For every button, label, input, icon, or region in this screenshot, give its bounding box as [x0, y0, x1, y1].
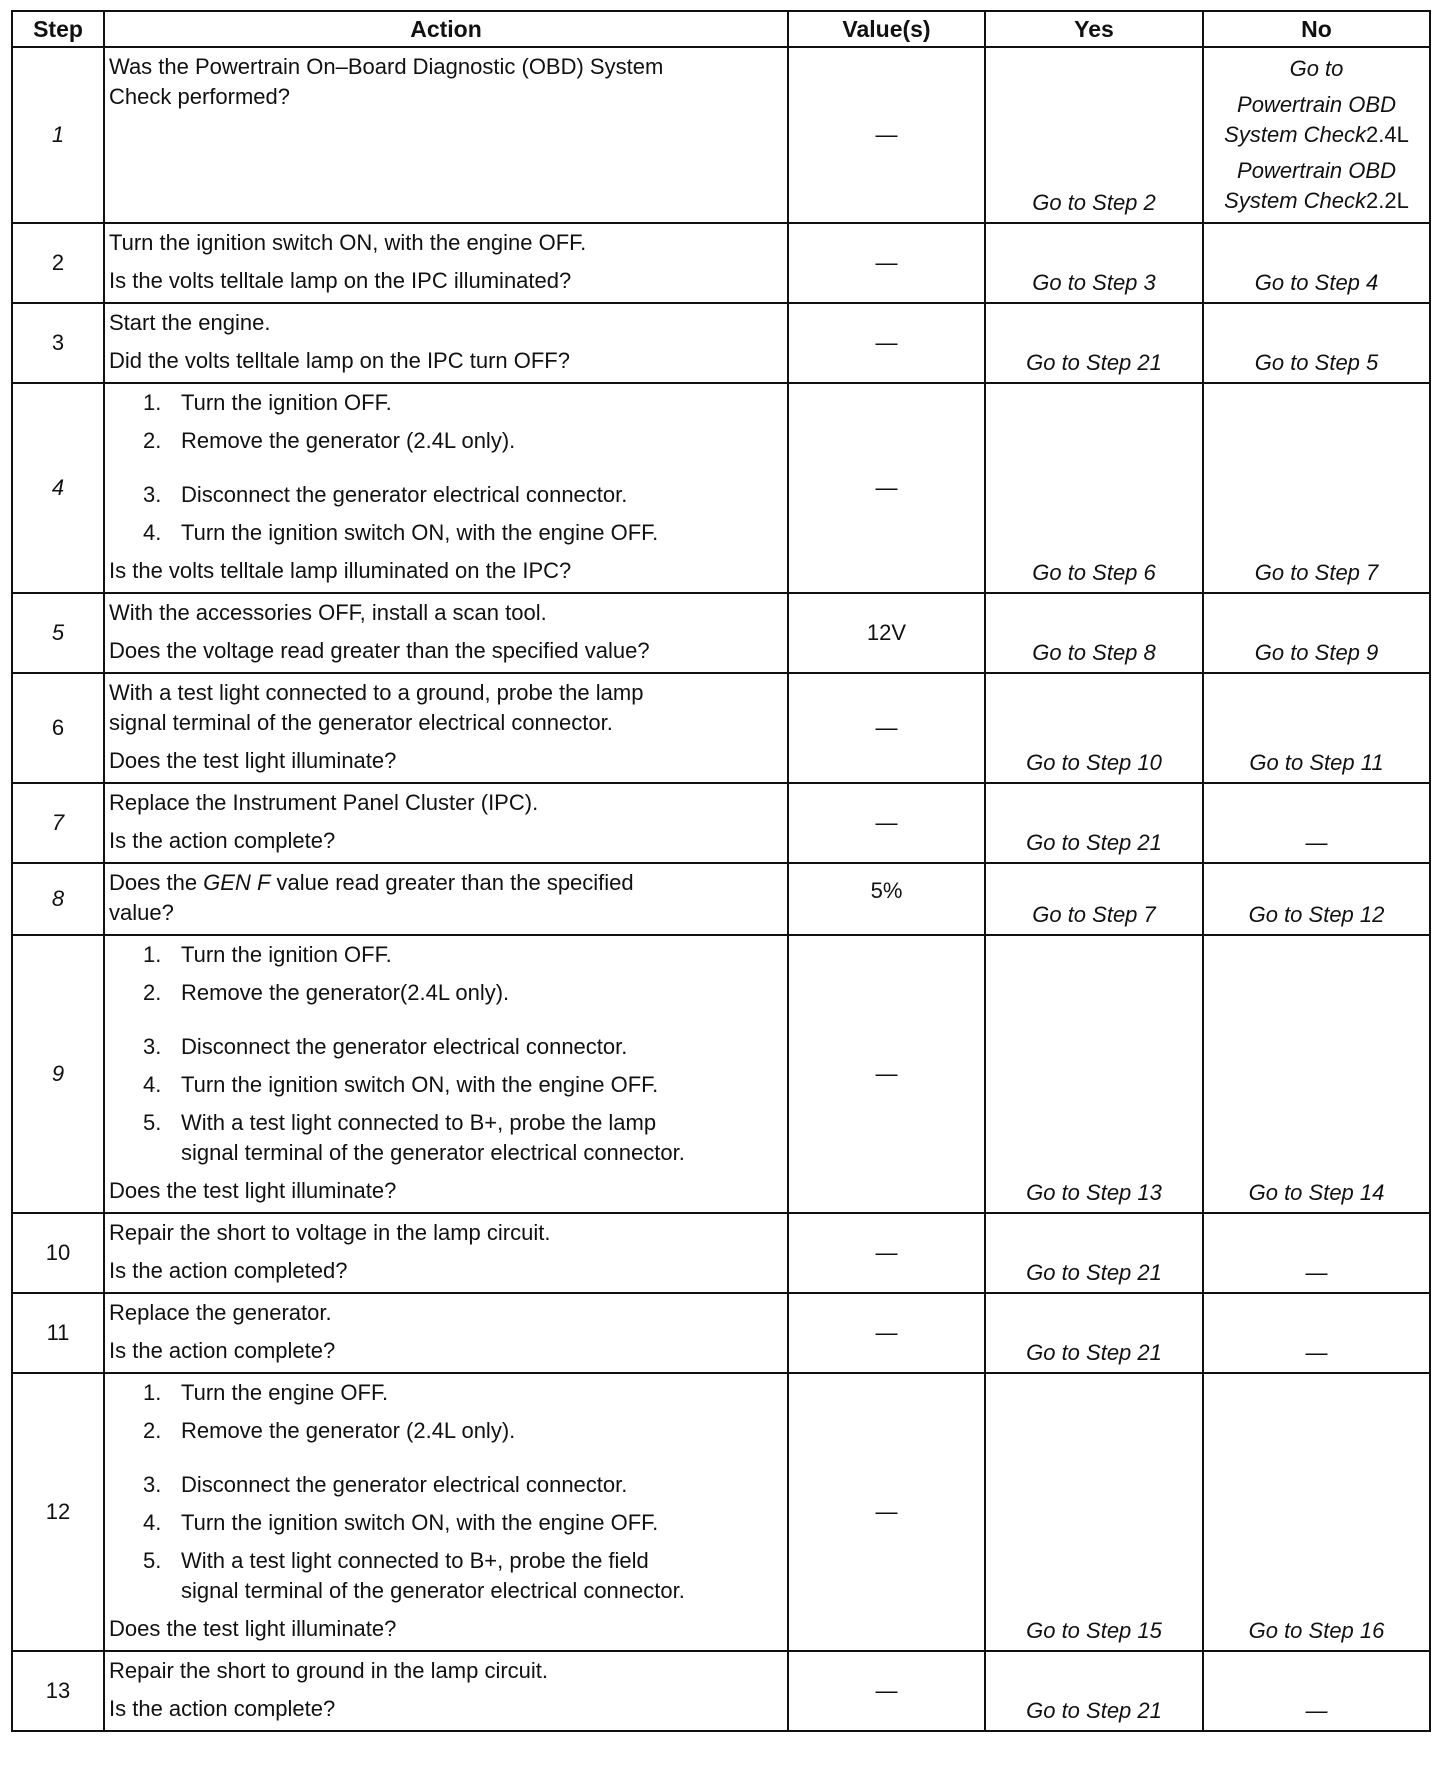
value-cell: —: [788, 1213, 985, 1293]
step-number: 2: [12, 223, 104, 303]
action-text: Repair the short to ground in the lamp circuit.: [109, 1658, 549, 1683]
value-cell: —: [788, 783, 985, 863]
question-text: Does the test light illuminate?: [109, 748, 397, 773]
value-cell: —: [788, 383, 985, 593]
yes-cell: Go to Step 21: [985, 1213, 1203, 1293]
no-reference-text: System Check2.4L: [1224, 122, 1409, 147]
action-text: Does the GEN F value read greater than the specified: [109, 870, 634, 895]
action-text: Turn the ignition switch ON, with the engine OFF.: [109, 230, 587, 255]
numbered-item: 5. With a test light connected to B+, probe the lamp: [143, 1110, 657, 1135]
step-number: 13: [12, 1651, 104, 1731]
action-text: Is the volts telltale lamp on the IPC illuminated?: [109, 268, 572, 293]
action-text: Repair the short to voltage in the lamp circuit.: [109, 1220, 551, 1245]
step-number: 11: [12, 1293, 104, 1373]
action-cell: [104, 223, 788, 303]
numbered-item: 5. With a test light connected to B+, probe the field: [143, 1548, 649, 1573]
table-row: [12, 935, 1430, 1213]
action-cell: [104, 863, 788, 935]
action-text: Is the action complete?: [109, 1696, 336, 1721]
numbered-item: 4. Turn the ignition switch ON, with the engine OFF.: [143, 1510, 659, 1535]
yes-cell: Go to Step 15: [985, 1373, 1203, 1651]
action-text: With a test light connected to a ground, probe the lamp: [109, 680, 644, 705]
numbered-item-continuation: signal terminal of the generator electrical connector.: [181, 1140, 685, 1165]
no-cell: Go to Step 12: [1203, 863, 1430, 935]
step-number: 1: [12, 47, 104, 223]
table-row: [12, 383, 1430, 593]
no-cell: —: [1203, 783, 1430, 863]
action-text: Start the engine.: [109, 310, 271, 335]
table-row: [12, 1213, 1430, 1293]
yes-cell: Go to Step 6: [985, 383, 1203, 593]
numbered-item: 1. Turn the ignition OFF.: [143, 942, 392, 967]
yes-cell: Go to Step 2: [985, 47, 1203, 223]
action-cell: [104, 1213, 788, 1293]
value-cell: —: [788, 1651, 985, 1731]
no-cell: Go to Step 11: [1203, 673, 1430, 783]
value-cell: —: [788, 1373, 985, 1651]
diagnostic-table: [11, 10, 1431, 1732]
question-text: Does the test light illuminate?: [109, 1178, 397, 1203]
header-action: Action: [104, 11, 788, 47]
action-text: Check performed?: [109, 84, 290, 109]
yes-cell: Go to Step 7: [985, 863, 1203, 935]
table-row: [12, 303, 1430, 383]
no-cell: —: [1203, 1293, 1430, 1373]
value-cell: —: [788, 47, 985, 223]
no-cell: Go to Step 5: [1203, 303, 1430, 383]
numbered-item-continuation: signal terminal of the generator electrical connector.: [181, 1578, 685, 1603]
action-cell: [104, 1651, 788, 1731]
numbered-item: 3. Disconnect the generator electrical connector.: [143, 1472, 628, 1497]
numbered-item: 2. Remove the generator (2.4L only).: [143, 1418, 516, 1443]
numbered-item: 3. Disconnect the generator electrical connector.: [143, 1034, 628, 1059]
action-cell: [104, 47, 788, 223]
yes-cell: Go to Step 21: [985, 1293, 1203, 1373]
numbered-item: 1. Turn the ignition OFF.: [143, 390, 392, 415]
action-text: Replace the Instrument Panel Cluster (IPC).: [109, 790, 539, 815]
numbered-item: 2. Remove the generator(2.4L only).: [143, 980, 510, 1005]
action-cell: [104, 1293, 788, 1373]
diagnostic-table-container: [11, 10, 1429, 1732]
numbered-item: 4. Turn the ignition switch ON, with the engine OFF.: [143, 1072, 659, 1097]
value-cell: 5%: [788, 863, 985, 935]
no-cell: Go to Step 16: [1203, 1373, 1430, 1651]
action-cell: [104, 935, 788, 1213]
numbered-item: 3. Disconnect the generator electrical connector.: [143, 482, 628, 507]
header-no: No: [1203, 11, 1430, 47]
action-cell: [104, 1373, 788, 1651]
no-goto-text: Go to: [1289, 56, 1344, 81]
no-cell: Go to Step 4: [1203, 223, 1430, 303]
action-cell: [104, 383, 788, 593]
no-cell: Go to Step 7: [1203, 383, 1430, 593]
yes-cell: Go to Step 21: [985, 303, 1203, 383]
yes-cell: Go to Step 10: [985, 673, 1203, 783]
action-text: Did the volts telltale lamp on the IPC turn OFF?: [109, 348, 570, 373]
step-number: 9: [12, 935, 104, 1213]
no-reference-text: System Check2.2L: [1224, 188, 1409, 213]
numbered-item: 4. Turn the ignition switch ON, with the engine OFF.: [143, 520, 659, 545]
numbered-item: 2. Remove the generator (2.4L only).: [143, 428, 516, 453]
table-row: [12, 593, 1430, 673]
no-cell: [1203, 47, 1430, 223]
table-header-row: [12, 11, 1430, 47]
table-row: [12, 1373, 1430, 1651]
step-number: 7: [12, 783, 104, 863]
step-number: 3: [12, 303, 104, 383]
yes-cell: Go to Step 21: [985, 783, 1203, 863]
step-number: 6: [12, 673, 104, 783]
step-number: 8: [12, 863, 104, 935]
yes-cell: Go to Step 3: [985, 223, 1203, 303]
action-text: Does the voltage read greater than the specified value?: [109, 638, 650, 663]
action-text: signal terminal of the generator electrical connector.: [109, 710, 613, 735]
action-cell: [104, 783, 788, 863]
step-number: 5: [12, 593, 104, 673]
table-row: [12, 1651, 1430, 1731]
question-text: Is the volts telltale lamp illuminated on the IPC?: [109, 558, 572, 583]
no-cell: —: [1203, 1651, 1430, 1731]
action-text: Is the action completed?: [109, 1258, 348, 1283]
table-row: [12, 673, 1430, 783]
no-reference-text: Powertrain OBD: [1237, 158, 1396, 183]
header-yes: Yes: [985, 11, 1203, 47]
yes-cell: Go to Step 8: [985, 593, 1203, 673]
action-text: value?: [109, 900, 174, 925]
step-number: 12: [12, 1373, 104, 1651]
action-cell: [104, 673, 788, 783]
action-cell: [104, 303, 788, 383]
value-cell: —: [788, 673, 985, 783]
action-text: Is the action complete?: [109, 828, 336, 853]
action-text: Replace the generator.: [109, 1300, 332, 1325]
no-cell: Go to Step 14: [1203, 935, 1430, 1213]
question-text: Does the test light illuminate?: [109, 1616, 397, 1641]
table-row: [12, 1293, 1430, 1373]
action-text: With the accessories OFF, install a scan tool.: [109, 600, 547, 625]
table-row: [12, 783, 1430, 863]
value-cell: —: [788, 223, 985, 303]
step-number: 4: [12, 383, 104, 593]
header-values: Value(s): [788, 11, 985, 47]
action-text: Was the Powertrain On–Board Diagnostic (OBD) System: [109, 54, 664, 79]
step-number: 10: [12, 1213, 104, 1293]
no-cell: —: [1203, 1213, 1430, 1293]
value-cell: —: [788, 1293, 985, 1373]
yes-cell: Go to Step 21: [985, 1651, 1203, 1731]
table-row: [12, 863, 1430, 935]
value-cell: —: [788, 935, 985, 1213]
table-row: [12, 47, 1430, 223]
action-cell: [104, 593, 788, 673]
value-cell: —: [788, 303, 985, 383]
no-reference-text: Powertrain OBD: [1237, 92, 1396, 117]
table-row: [12, 223, 1430, 303]
no-cell: Go to Step 9: [1203, 593, 1430, 673]
value-cell: 12V: [788, 593, 985, 673]
numbered-item: 1. Turn the engine OFF.: [143, 1380, 389, 1405]
action-text: Is the action complete?: [109, 1338, 336, 1363]
header-step: Step: [12, 11, 104, 47]
yes-cell: Go to Step 13: [985, 935, 1203, 1213]
